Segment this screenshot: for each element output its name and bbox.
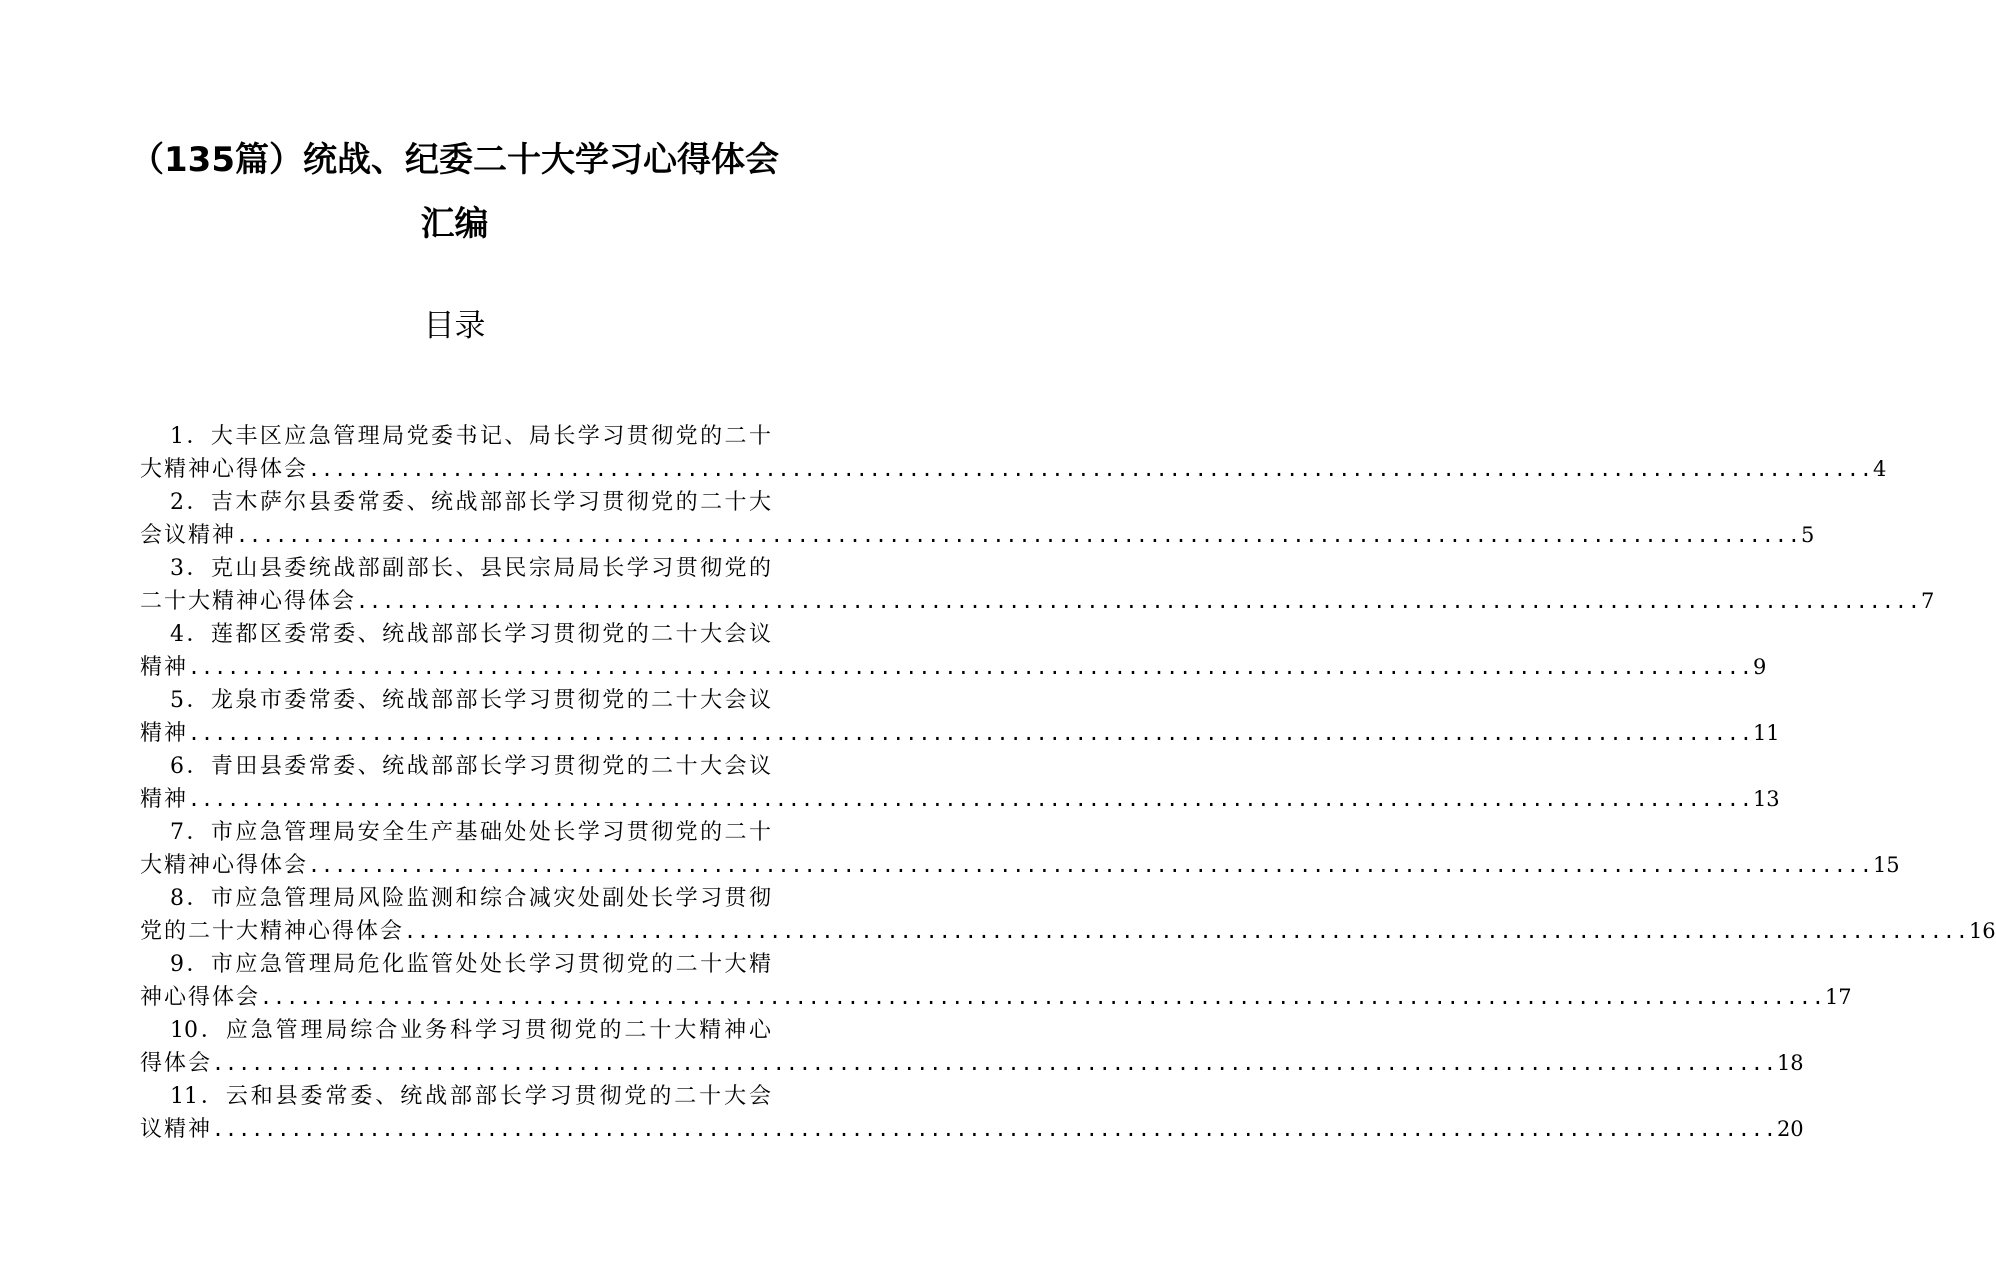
- document-title-line2: 汇编: [420, 204, 489, 244]
- toc-entry-title: 2．吉木萨尔县委常委、统战部部长学习贯彻党的二十大: [170, 490, 771, 515]
- dot-leader: ........................................................................................................................: [188, 721, 1753, 745]
- toc-entry[interactable]: [140, 816, 1900, 882]
- toc-page-number: 9: [1752, 655, 1767, 679]
- dot-leader: ........................................................................................................................: [308, 457, 1873, 481]
- toc-entry-title: 6．青田县委常委、统战部部长学习贯彻党的二十大会议: [170, 754, 771, 779]
- toc-page-number: 15: [1872, 853, 1900, 877]
- toc-page-number: 5: [1800, 523, 1815, 547]
- toc-entry[interactable]: [140, 618, 1767, 684]
- toc-page-number: 17: [1824, 985, 1852, 1009]
- toc-page-number: 7: [1920, 589, 1935, 613]
- toc-page-number: 18: [1776, 1051, 1804, 1075]
- toc-page-number: 20: [1776, 1117, 1804, 1141]
- toc-heading: 目录: [423, 308, 486, 344]
- toc-page-number: 16: [1968, 919, 1996, 943]
- toc-entry-title-continued: 得体会: [140, 1051, 213, 1076]
- toc-entry-title: 1．大丰区应急管理局党委书记、局长学习贯彻党的二十: [170, 424, 771, 449]
- toc-entry[interactable]: [140, 486, 1815, 552]
- toc-entry[interactable]: [140, 684, 1780, 750]
- toc-entry[interactable]: [140, 420, 1887, 486]
- toc-entry-title: 3．克山县委统战部副部长、县民宗局局长学习贯彻党的: [170, 556, 771, 581]
- toc-entry-title: 8．市应急管理局风险监测和综合减灾处副处长学习贯彻: [170, 886, 771, 911]
- toc-entry[interactable]: [140, 882, 1996, 948]
- toc-entry-title: 9．市应急管理局危化监管处处长学习贯彻党的二十大精: [170, 952, 771, 977]
- toc-entry-title-continued: 会议精神: [140, 523, 237, 548]
- dot-leader: ........................................................................................................................: [188, 655, 1753, 679]
- dot-leader: ........................................................................................................................: [260, 985, 1825, 1009]
- toc-entry-title-continued: 二十大精神心得体会: [140, 589, 357, 614]
- toc-entry-title-continued: 精神: [140, 655, 189, 680]
- toc-entry-title: 10．应急管理局综合业务科学习贯彻党的二十大精神心: [170, 1018, 771, 1043]
- toc-entry[interactable]: [140, 750, 1780, 816]
- dot-leader: ........................................................................................................................: [308, 853, 1873, 877]
- dot-leader: ........................................................................................................................: [356, 589, 1921, 613]
- toc-page-number: 11: [1752, 721, 1780, 745]
- toc-entry-title-continued: 议精神: [140, 1117, 213, 1142]
- toc-entry[interactable]: [140, 552, 1935, 618]
- toc-entry[interactable]: [140, 1014, 1804, 1080]
- dot-leader: ........................................................................................................................: [188, 787, 1753, 811]
- toc-entry-title: 11．云和县委常委、统战部部长学习贯彻党的二十大会: [170, 1084, 771, 1109]
- toc-entry-title: 4．莲都区委常委、统战部部长学习贯彻党的二十大会议: [170, 622, 771, 647]
- toc-entry-title-continued: 大精神心得体会: [140, 457, 309, 482]
- dot-leader: ........................................................................................................................: [236, 523, 1801, 547]
- toc-page-number: 13: [1752, 787, 1780, 811]
- toc-page-number: 4: [1872, 457, 1887, 481]
- toc-entry-title-continued: 神心得体会: [140, 985, 261, 1010]
- toc-entry[interactable]: [140, 1080, 1804, 1146]
- toc-entry-title-continued: 精神: [140, 787, 189, 812]
- toc-entry-title-continued: 精神: [140, 721, 189, 746]
- toc-entry-title-continued: 党的二十大精神心得体会: [140, 919, 405, 944]
- document-title-line1: （135篇）统战、纪委二十大学习心得体会: [130, 140, 779, 180]
- dot-leader: ........................................................................................................................: [212, 1117, 1777, 1141]
- dot-leader: ........................................................................................................................: [404, 919, 1969, 943]
- table-of-contents: [140, 420, 1996, 1146]
- toc-entry-title: 5．龙泉市委常委、统战部部长学习贯彻党的二十大会议: [170, 688, 771, 713]
- toc-entry[interactable]: [140, 948, 1852, 1014]
- toc-entry-title-continued: 大精神心得体会: [140, 853, 309, 878]
- toc-entry-title: 7．市应急管理局安全生产基础处处长学习贯彻党的二十: [170, 820, 771, 845]
- dot-leader: ........................................................................................................................: [212, 1051, 1777, 1075]
